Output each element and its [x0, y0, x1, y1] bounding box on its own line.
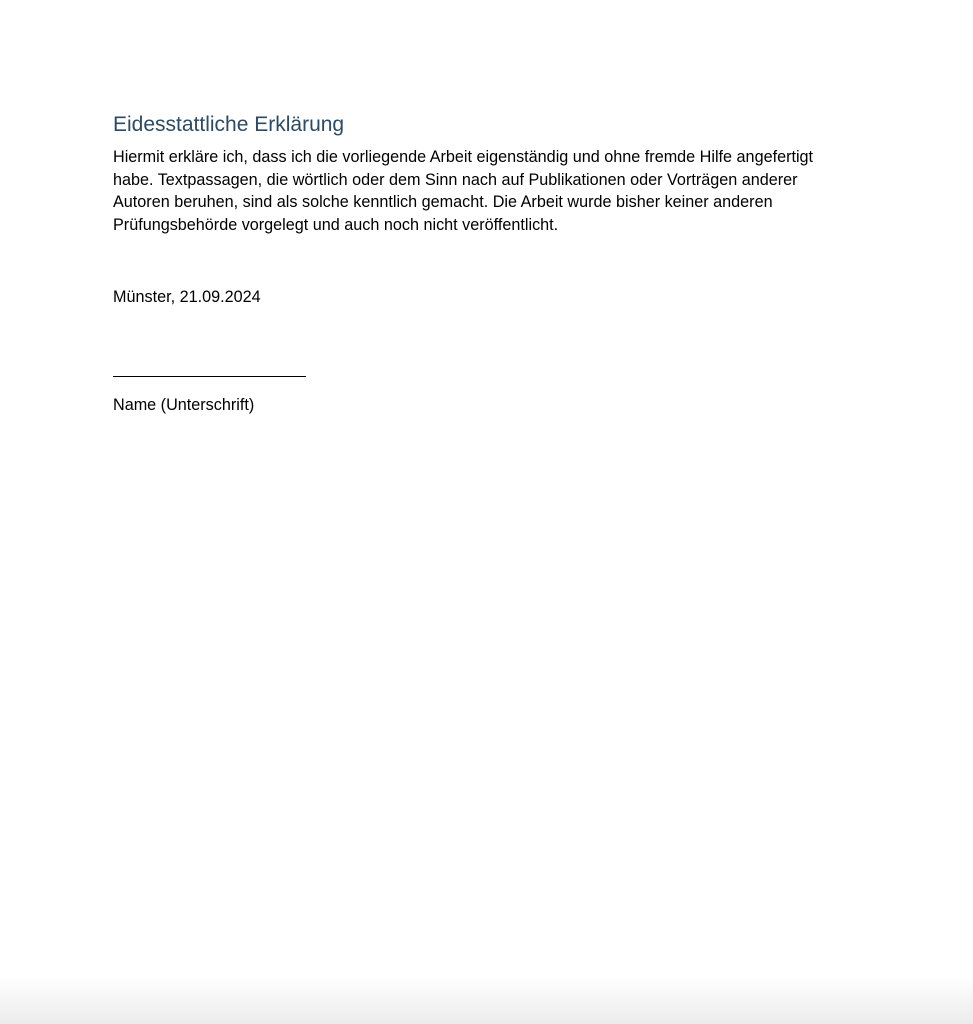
- declaration-text: Hiermit erkläre ich, dass ich die vorliegende Arbeit eigenständig und ohne fremde Hilfe angefertigt habe. Textpassagen, die wörtlich oder dem Sinn nach auf Publikationen oder Vorträgen anderer Autoren beruhen, sind als solche kenntlich gemacht. Die Arbeit wurde bisher keiner anderen Prüfungsbehörde vorgelegt und auch noch nicht veröffentlicht.: [113, 148, 814, 234]
- place-date: Münster, 21.09.2024: [113, 288, 261, 306]
- page-bottom-shade: [0, 976, 973, 1024]
- declaration-heading: Eidesstattliche Erklärung: [113, 113, 345, 136]
- signature-line: [113, 376, 306, 377]
- declaration-section: [113, 112, 843, 414]
- signature-label: Name (Unterschrift): [113, 396, 255, 414]
